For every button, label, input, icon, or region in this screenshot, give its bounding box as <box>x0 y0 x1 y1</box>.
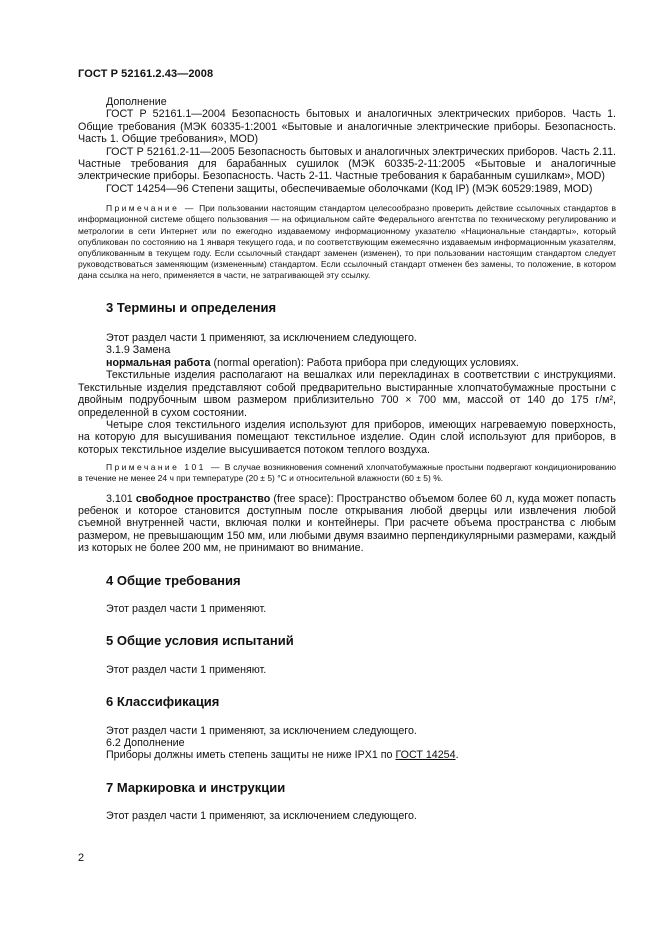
section-4-text: Этот раздел части 1 применяют. <box>106 602 267 615</box>
supplement-title: Дополнение <box>106 96 167 108</box>
section-6-intro: Этот раздел части 1 применяют, за исключением следующего. <box>106 724 417 737</box>
clause-number: 3.101 <box>106 492 136 505</box>
section-7-intro: Этот раздел части 1 применяют, за исключением следующего. <box>106 810 417 823</box>
gost-14254-link[interactable]: ГОСТ 14254 <box>395 749 456 762</box>
note-text: При пользовании настоящим стандартом целесообразно проверить действие ссылочных стандартов в информационной системе общего пользования — на официальном сайте Федерального агентства по техническому регулированию и метрологии в сети Интернет или по ежегодно издаваемому информационному указателю «Национальные стандарты», который опубликован по состоянию на 1 января текущего года, и по соответствующим ежемесячно издаваемым информационным указателям, опубликованным в текущем году. Если ссылочный стандарт заменен (изменен), то при пользовании настоящим стандартом следует руководствоваться заменяющим (измененным) стандартом. Если ссылочный стандарт отменен без замены, то положение, в котором дана ссылка на него, применяется в части, не затрагивающей эту ссылку. <box>78 203 616 281</box>
paragraph: Текстильные изделия располагают на вешалках или перекладинах в соответствии с инструкциями. Текстильные изделия представляют собой предварительно выстиранные хлопчатобумажные простыни с двойным подрубочным швом размером приблизительно 700 × 700 мм, массой от 140 до 175 г/м², определенной в сухом состоянии. <box>78 369 616 419</box>
clause-3-101 <box>78 493 616 555</box>
term-definition: (normal operation): Работа прибора при следующих условиях. <box>210 356 519 369</box>
term-definition: (free space): Пространство объемом более 60 л, куда может попасть ребенок и которое становится доступным после открывания любой дверцы или извлечения любой съемной внутренней части, включая полки и контейнеры. При расчете объема пространства с любым размером, не превышающим 150 мм, или любыми двумя взаимно перпендикулярными размерами, каждый из которых не более 200 мм, не принимают во внимание. <box>78 492 617 555</box>
page-content <box>78 96 616 823</box>
section-6-heading: 6 Классификация <box>106 694 220 710</box>
note-label: Примечание 101 — <box>106 462 222 473</box>
section-3-heading: 3 Термины и определения <box>106 299 277 315</box>
clause-6-2: 6.2 Дополнение <box>106 737 185 750</box>
section-3-intro: Этот раздел части 1 применяют, за исключением следующего. <box>106 332 417 345</box>
page-number: 2 <box>78 852 85 864</box>
section-5-heading: 5 Общие условия испытаний <box>106 633 294 649</box>
note-text: В случае возникновения сомнений хлопчатобумажные простыни подвергают кондиционированию в течение не менее 24 ч при температуре (20 ± 5) °С и относительной влажности (60 ± 5) %. <box>78 462 616 484</box>
reference-item: ГОСТ Р 52161.1—2004 Безопасность бытовых и аналогичных электрических приборов. Часть 1. Общие требования (МЭК 60335-1:2001 «Бытовые и аналогичные электрические приборы. Безопасность. Часть 1. Общие требования», MOD) <box>78 108 616 146</box>
section-5-text: Этот раздел части 1 применяют. <box>106 663 267 676</box>
requirement-end: . <box>455 749 459 762</box>
section-7-heading: 7 Маркировка и инструкции <box>106 779 286 795</box>
reference-item: ГОСТ Р 52161.2-11—2005 Безопасность бытовых и аналогичных электрических приборов. Часть 2.11. Частные требования для барабанных сушилок (МЭК 60335-2-11:2005 «Бытовые и аналогичные электрические приборы. Безопасность. Часть 2-11. Частные требования к барабанным сушилкам», MOD) <box>78 145 616 183</box>
clause-3-1-9: 3.1.9 Замена <box>106 344 171 357</box>
note-label: Примечание — <box>106 203 196 214</box>
note-101 <box>78 462 616 484</box>
paragraph: Четыре слоя текстильного изделия используют для приборов, имеющих нагреваемую поверхность, на которую для высушивания помещают текстильное изделие. Один слой используют для приборов, в которых текстильное изделие высушивается потоком теплого воздуха. <box>78 418 616 456</box>
reference-note <box>78 203 616 281</box>
section-4-heading: 4 Общие требования <box>106 572 241 588</box>
term-normal-operation <box>78 357 616 369</box>
document-header: ГОСТ Р 52161.2.43—2008 <box>78 68 214 80</box>
section-6-requirement <box>78 749 616 761</box>
term-name: нормальная работа <box>106 356 211 369</box>
reference-item: ГОСТ 14254—96 Степени защиты, обеспечиваемые оболочками (Код IP) (МЭК 60529:1989, MOD) <box>106 182 593 195</box>
term-name: свободное пространство <box>135 492 271 505</box>
requirement-text: Приборы должны иметь степень защиты не ниже IPX1 по <box>106 749 396 762</box>
